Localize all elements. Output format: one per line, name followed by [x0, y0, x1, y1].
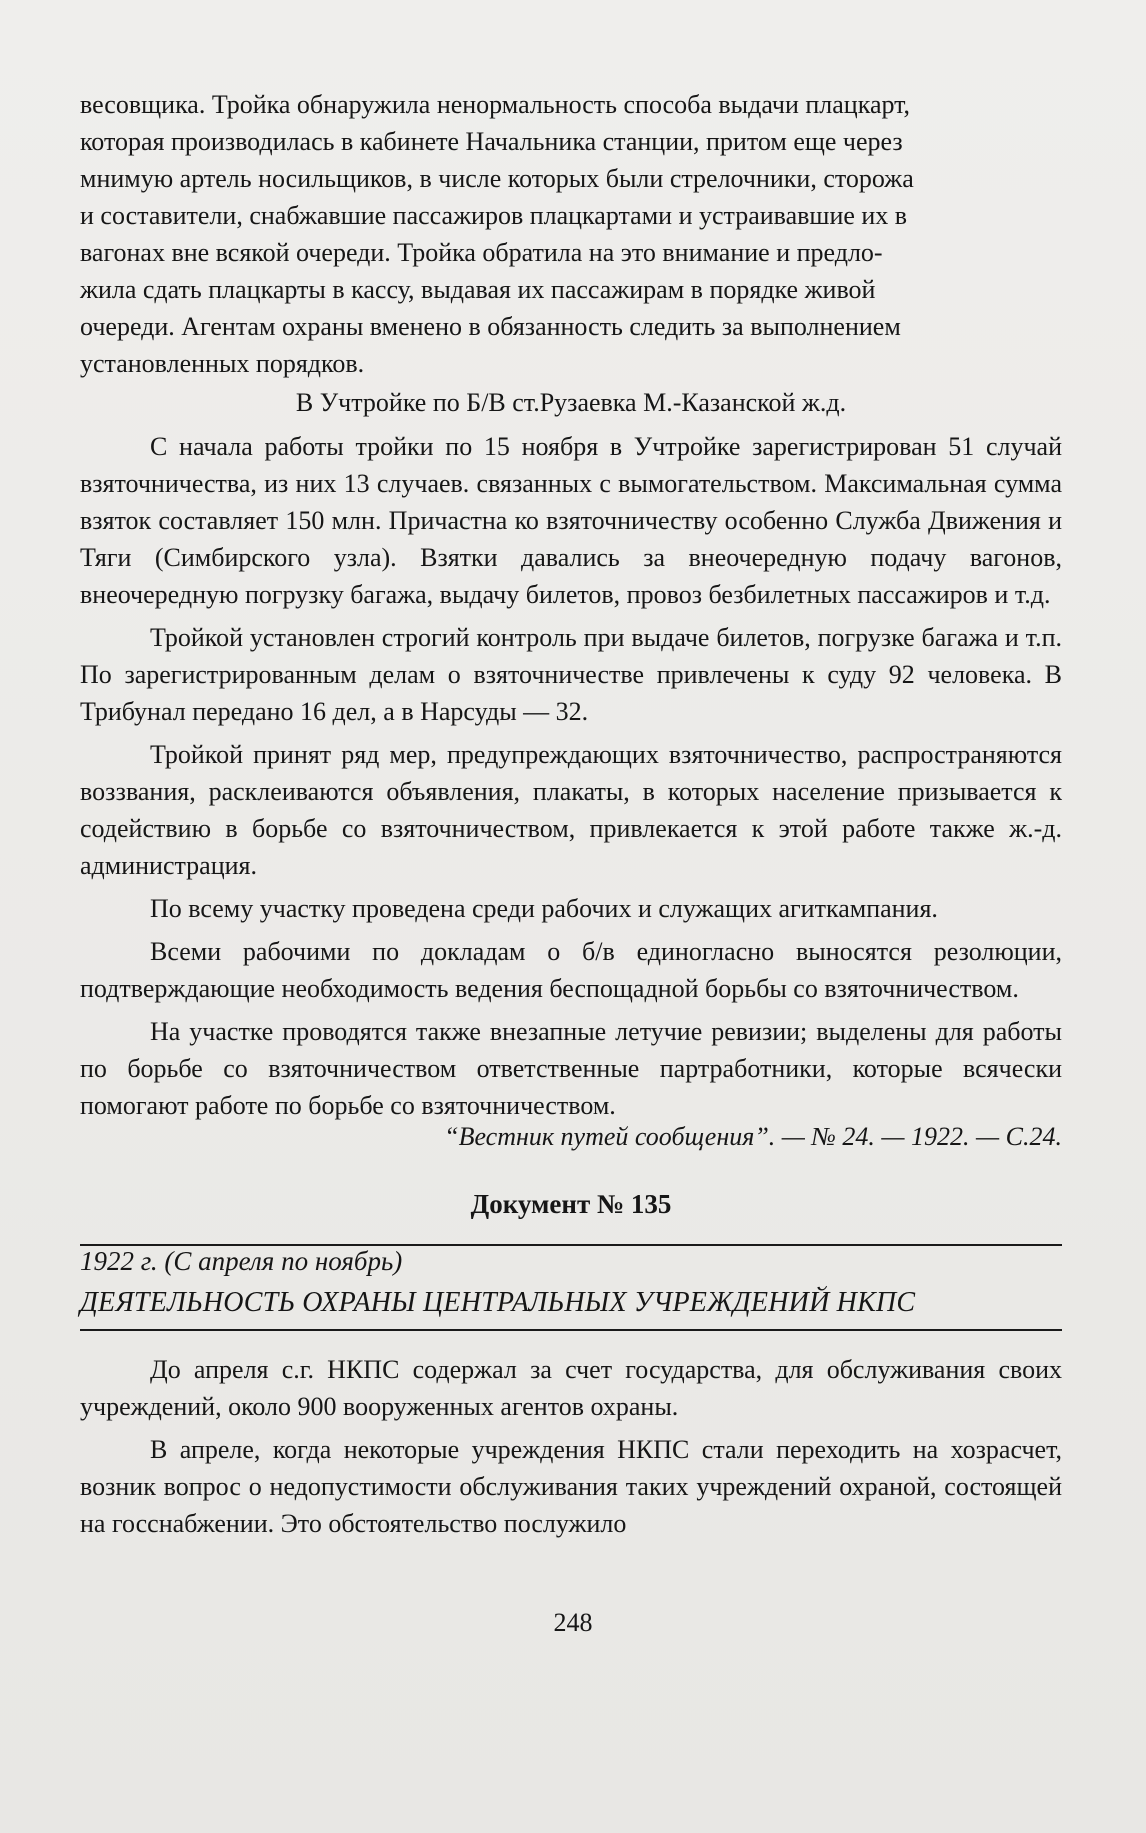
top-paragraph-line: весовщика. Тройка обнаружила ненормальность способа выдачи плацкарт,: [80, 90, 911, 119]
paragraph: С начала работы тройки по 15 ноября в Учтройке зарегистрирован 51 случай взяточничества, из них 13 случаев. связанных с вымогательством. Максимальная сумма взяток составляет 150 млн. Причастна ко взяточничеству особенно Служба Движения и Тяги (Симбирского узла). Взятки давались за внеочередную подачу вагонов, внеочередную погрузку багажа, выдачу билетов, провоз безбилетных пассажиров и т.д.: [80, 432, 1062, 609]
top-paragraph-line: очереди. Агентам охраны вменено в обязанность следить за выполнением: [80, 312, 901, 341]
top-paragraph-line: жила сдать плацкарты в кассу, выдавая их пассажирам в порядке живой: [80, 275, 876, 304]
bottom-rule: [80, 1329, 1062, 1331]
paragraph: Тройкой принят ряд мер, предупреждающих взяточничество, распространяются воззвания, расклеиваются объявления, плакаты, в которых население призывается к содействию в борьбе со взяточничеством, привлекается к этой работе также ж.-д. администрация.: [80, 740, 1062, 880]
doc-paragraph: До апреля с.г. НКПС содержал за счет государства, для обслуживания своих учреждений, около 900 вооруженных агентов охраны.: [80, 1355, 1062, 1421]
top-paragraph: [80, 86, 1062, 382]
top-paragraph-line: которая производилась в кабинете Начальника станции, притом еще через: [80, 127, 903, 156]
top-paragraph-line: мнимую артель носильщиков, в числе которых были стрелочники, сторожа: [80, 164, 914, 193]
doc-paragraph-block: [80, 1351, 1062, 1542]
paragraph: По всему участку проведена среди рабочих и служащих агиткампания.: [150, 894, 938, 923]
top-rule: [80, 1244, 1062, 1246]
document-title: ДЕЯТЕЛЬНОСТЬ ОХРАНЫ ЦЕНТРАЛЬНЫХ УЧРЕЖДЕНИЙ НКПС: [80, 1287, 916, 1318]
top-paragraph-line: установленных порядков.: [80, 349, 365, 378]
section-heading: В Учтройке по Б/В ст.Рузаевка М.-Казанской ж.д.: [295, 388, 847, 417]
paragraph-block: [80, 428, 1062, 1124]
paragraph: Всеми рабочими по докладам о б/в единогласно выносятся резолюции, подтверждающие необходимость ведения беспощадной борьбы со взяточничеством.: [80, 937, 1062, 1003]
paragraph: На участке проводятся также внезапные летучие ревизии; выделены для работы по борьбе со взяточничеством ответственные партработники, которые всячески помогают работе по борьбе со взяточничеством.: [80, 1017, 1062, 1120]
top-paragraph-line: и составители, снабжавшие пассажиров плацкартами и устраивавшие их в: [80, 201, 908, 230]
page-number: 248: [553, 1608, 593, 1637]
section-heading-block: [80, 384, 1062, 421]
paragraph: Тройкой установлен строгий контроль при выдаче билетов, погрузке багажа и т.п. По зарегистрированным делам о взяточничестве привлечены к суду 92 человека. В Трибунал передано 16 дел, а в Нарсуды — 32.: [80, 623, 1062, 726]
top-paragraph-line: вагонах вне всякой очереди. Тройка обратила на это внимание и предло-: [80, 238, 883, 267]
document-date: 1922 г. (С апреля по ноябрь): [80, 1246, 403, 1276]
doc-paragraph: В апреле, когда некоторые учреждения НКПС стали переходить на хозрасчет, возник вопрос о недопустимости обслуживания таких учреждений охраной, состоящей на госснабжении. Это обстоятельство послужило: [80, 1435, 1062, 1538]
source-citation: “Вестник путей сообщения”. — № 24. — 1922. — С.24.: [444, 1122, 1062, 1151]
document-number: Документ № 135: [470, 1189, 672, 1219]
